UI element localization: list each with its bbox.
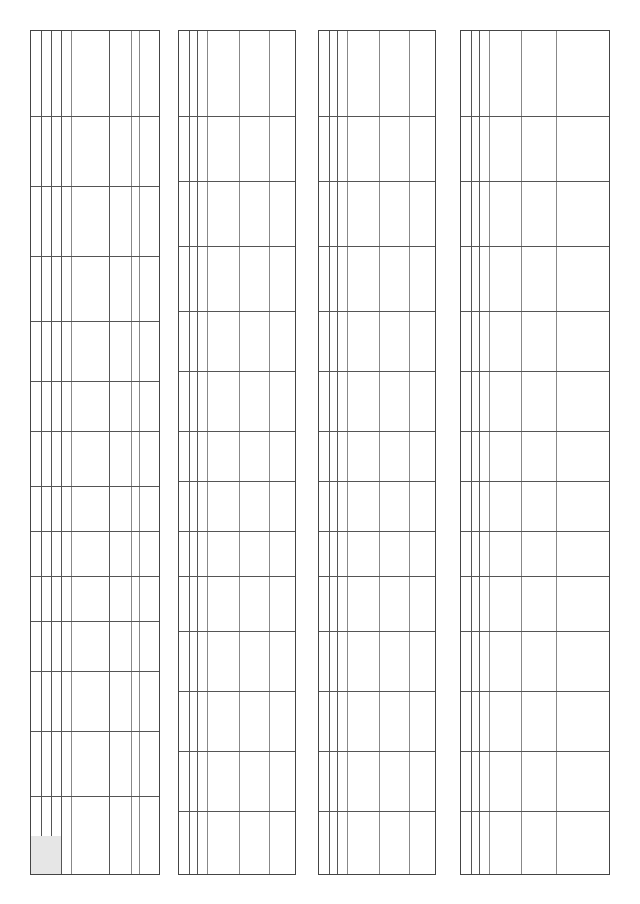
- form-code: [612, 6, 626, 46]
- table-section-3: [318, 30, 436, 875]
- table-section-1: [30, 30, 160, 875]
- table-section-2: [178, 30, 296, 875]
- table-section-4: [460, 30, 610, 875]
